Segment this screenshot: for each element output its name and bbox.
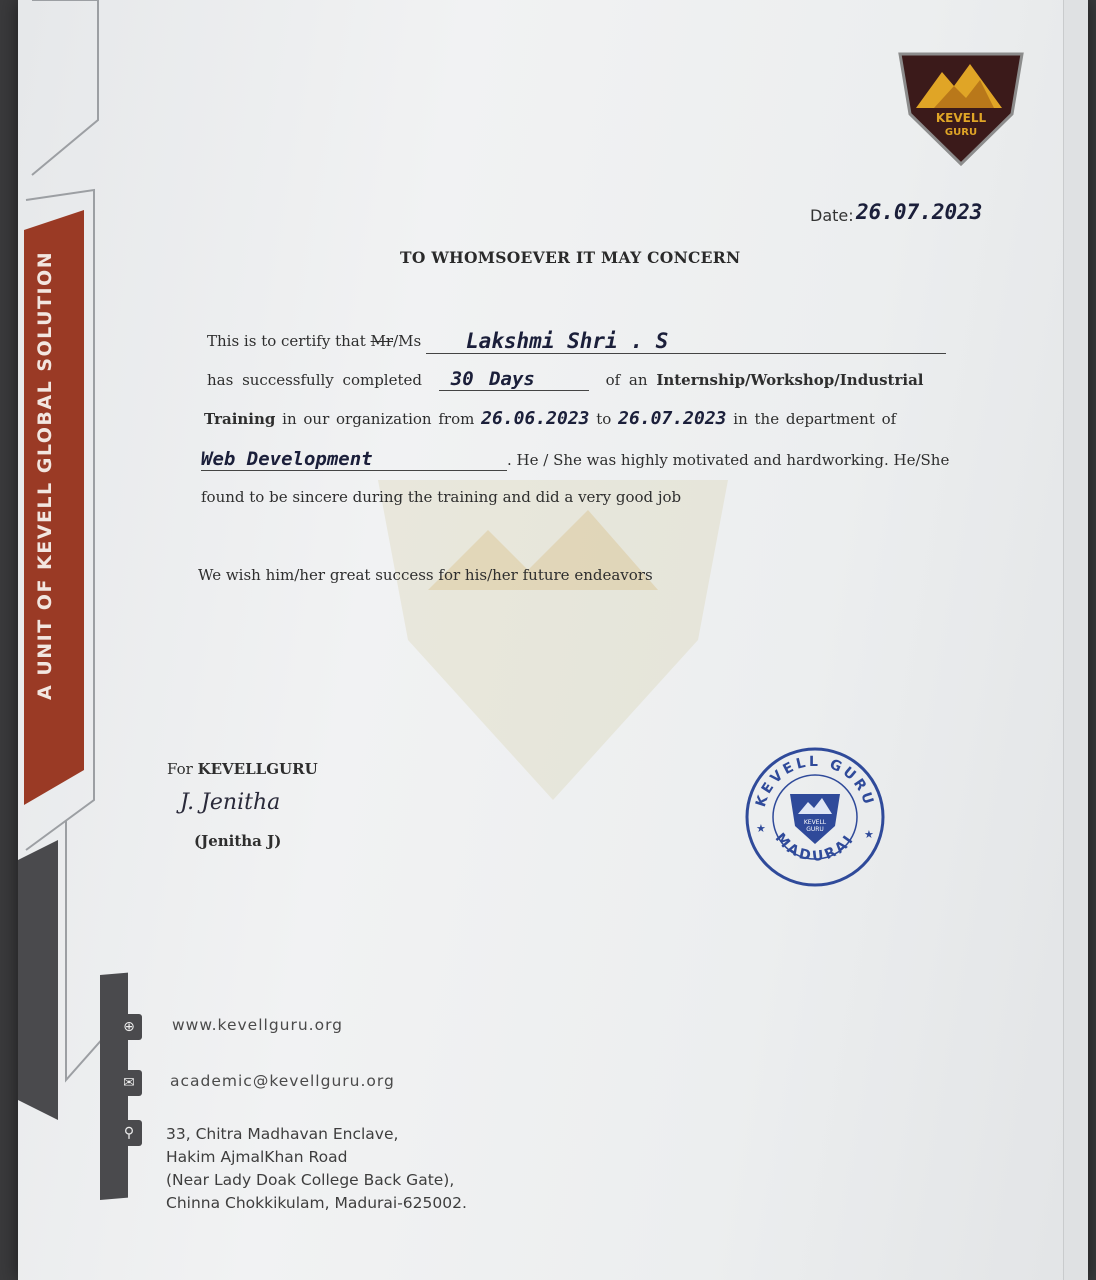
body-line-5: found to be sincere during the training and did a very good job <box>201 488 682 506</box>
department-prefix: in the department of <box>733 410 897 428</box>
location-pin-icon: ⚲ <box>116 1120 142 1146</box>
side-banner-text: A UNIT OF KEVELL GLOBAL SOLUTION <box>34 250 56 700</box>
recipient-name: Lakshmi Shri . S <box>465 329 669 353</box>
completed-prefix: has successfully completed <box>207 371 422 389</box>
logo-line2: GURU <box>944 127 978 138</box>
address-line: Chinna Chokkikulam, Madurai-625002. <box>166 1194 467 1212</box>
watermark-shield <box>358 470 748 810</box>
logo-line1: KEVELL <box>935 111 987 125</box>
date-label: Date: <box>810 206 854 225</box>
kevell-guru-logo <box>894 46 1028 168</box>
for-company <box>167 760 318 778</box>
date-value: 26.07.2023 <box>856 200 983 224</box>
certificate-heading: TO WHOMSOEVER IT MAY CONCERN <box>400 248 741 267</box>
training-word: Training <box>204 410 276 428</box>
svg-text:★: ★ <box>864 828 874 841</box>
end-date: 26.07.2023 <box>618 408 727 429</box>
stamp-inner-line1: KEVELL <box>803 819 827 826</box>
company-name: KEVELLGURU <box>197 760 318 778</box>
wish-line: We wish him/her great success for his/her future endeavors <box>198 566 653 584</box>
email-icon: ✉ <box>116 1070 142 1096</box>
address-line: (Near Lady Doak College Back Gate), <box>166 1171 455 1189</box>
title-struck: Mr <box>370 332 394 350</box>
body-line-4 <box>201 448 949 471</box>
duration-value: 30 Days <box>450 368 535 390</box>
title-rest: /Ms <box>393 332 422 350</box>
program-type: Internship/Workshop/Industrial <box>656 371 924 389</box>
signer-name: (Jenitha J) <box>194 832 282 850</box>
body-line-2 <box>207 368 924 391</box>
address-block <box>166 1123 467 1215</box>
to-word: to <box>596 410 612 428</box>
of-an: of an <box>605 371 648 389</box>
signature: J. Jenitha <box>180 790 281 815</box>
email-text: academic@kevellguru.org <box>170 1072 395 1090</box>
website-text: www.kevellguru.org <box>172 1016 344 1034</box>
body-line-3 <box>204 408 896 429</box>
certify-prefix: This is to certify that <box>207 332 366 350</box>
motivated-text: . He / She was highly motivated and hardworking. He/She <box>507 451 950 469</box>
organization-text: in our organization from <box>282 410 475 428</box>
svg-text:★: ★ <box>756 822 766 835</box>
underlying-page-edge <box>1063 0 1088 1280</box>
address-line: Hakim AjmalKhan Road <box>166 1148 348 1166</box>
address-line: 33, Chitra Madhavan Enclave, <box>166 1125 399 1143</box>
stamp-bottom-text: MADURAI <box>771 830 859 865</box>
department-value: Web Development <box>201 448 373 470</box>
globe-icon: ⊕ <box>116 1014 142 1040</box>
stamp-inner-line2: GURU <box>806 826 824 833</box>
for-prefix: For <box>167 760 193 778</box>
stamp-top-text: KEVELL GURU <box>752 753 878 810</box>
start-date: 26.06.2023 <box>481 408 590 429</box>
company-stamp <box>742 744 888 890</box>
certificate-page <box>18 0 1088 1280</box>
body-line-1 <box>207 327 946 352</box>
